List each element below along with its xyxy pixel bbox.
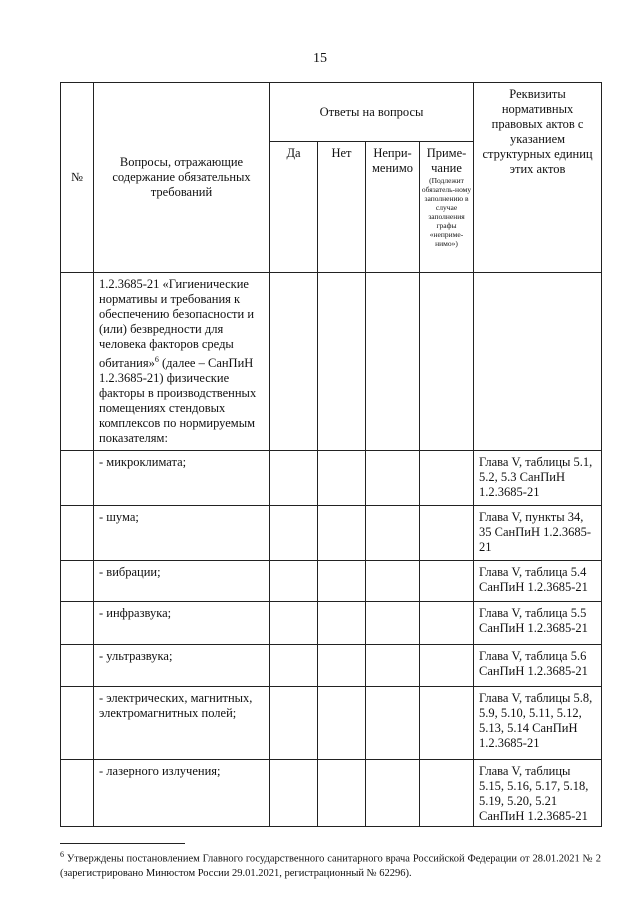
row-number-cell [61, 506, 94, 561]
footnote-ref: 6 [154, 355, 159, 364]
footnote [60, 848, 601, 881]
requisites-cell: Глава V, таблица 5.6 СанПиН 1.2.3685-21 [474, 645, 602, 687]
answer-no-cell[interactable] [318, 451, 366, 506]
answer-note-cell[interactable] [420, 451, 474, 506]
answer-no-cell[interactable] [318, 561, 366, 602]
footnote-divider [60, 843, 185, 844]
table-row [61, 273, 602, 451]
requisites-cell: Глава V, таблица 5.4 СанПиН 1.2.3685-21 [474, 561, 602, 602]
requisites-cell [474, 273, 602, 451]
header-yes: Да [270, 142, 318, 273]
answer-note-cell[interactable] [420, 687, 474, 760]
answer-no-cell[interactable] [318, 506, 366, 561]
answer-note-cell[interactable] [420, 273, 474, 451]
row-number-cell [61, 687, 94, 760]
header-questions: Вопросы, отражающие содержание обязательных требований [94, 83, 270, 273]
answer-note-cell[interactable] [420, 645, 474, 687]
header-requisites: Реквизиты нормативных правовых актов с указанием структурных единиц этих актов [474, 83, 602, 273]
requisites-cell: Глава V, таблицы 5.15, 5.16, 5.17, 5.18, 5.19, 5.20, 5.21 СанПиН 1.2.3685-21 [474, 760, 602, 827]
header-not-applicable: Непри-менимо [366, 142, 420, 273]
answer-no-cell[interactable] [318, 602, 366, 645]
answer-na-cell[interactable] [366, 602, 420, 645]
answer-note-cell[interactable] [420, 561, 474, 602]
answer-na-cell[interactable] [366, 451, 420, 506]
requisites-cell: Глава V, таблицы 5.1, 5.2, 5.3 СанПиН 1.2.3685-21 [474, 451, 602, 506]
answer-yes-cell[interactable] [270, 687, 318, 760]
question-cell: - микроклимата; [94, 451, 270, 506]
header-note-label: Приме-чание [426, 146, 467, 175]
answer-no-cell[interactable] [318, 645, 366, 687]
answer-note-cell[interactable] [420, 506, 474, 561]
answer-yes-cell[interactable] [270, 602, 318, 645]
row-number-cell [61, 645, 94, 687]
answer-na-cell[interactable] [366, 273, 420, 451]
answer-yes-cell[interactable] [270, 273, 318, 451]
answer-note-cell[interactable] [420, 760, 474, 827]
page-number: 15 [313, 51, 327, 66]
answer-na-cell[interactable] [366, 506, 420, 561]
answer-na-cell[interactable] [366, 687, 420, 760]
row-number-cell [61, 561, 94, 602]
answer-na-cell[interactable] [366, 645, 420, 687]
answer-no-cell[interactable] [318, 687, 366, 760]
table-row [61, 561, 602, 602]
row-number-cell [61, 451, 94, 506]
answer-no-cell[interactable] [318, 760, 366, 827]
table-row [61, 506, 602, 561]
answer-na-cell[interactable] [366, 561, 420, 602]
answer-yes-cell[interactable] [270, 645, 318, 687]
header-answers: Ответы на вопросы [270, 83, 474, 142]
footnote-text: Утверждены постановлением Главного государственного санитарного врача Российской Федерации от 28.01.2021 № 2 (зарегистрировано Минюстом России 29.01.2021, регистрационный № 62296). [60, 853, 601, 879]
row-number-cell [61, 760, 94, 827]
question-cell: - инфразвука; [94, 602, 270, 645]
question-cell: - лазерного излучения; [94, 760, 270, 827]
answer-no-cell[interactable] [318, 273, 366, 451]
header-note-hint: (Подлежит обязатель-ному заполнению в случае заполнения графы «неприме-нимо») [421, 176, 472, 248]
answer-note-cell[interactable] [420, 602, 474, 645]
question-cell: - вибрации; [94, 561, 270, 602]
answer-yes-cell[interactable] [270, 451, 318, 506]
answer-yes-cell[interactable] [270, 506, 318, 561]
requisites-cell: Глава V, таблица 5.5 СанПиН 1.2.3685-21 [474, 602, 602, 645]
requisites-cell: Глава V, таблицы 5.8, 5.9, 5.10, 5.11, 5.12, 5.13, 5.14 СанПиН 1.2.3685-21 [474, 687, 602, 760]
row-number-cell [61, 273, 94, 451]
question-cell: - электрических, магнитных, электромагнитных полей; [94, 687, 270, 760]
question-text: 1.2.3685-21 «Гигиенические нормативы и требования к обеспечению безопасности и (или) безвредности для человека факторов среды обитания» [99, 277, 255, 371]
requirements-table [60, 82, 602, 827]
table-row [61, 451, 602, 506]
question-cell [94, 273, 270, 451]
requisites-cell: Глава V, пункты 34, 35 СанПиН 1.2.3685-21 [474, 506, 602, 561]
question-cell: - шума; [94, 506, 270, 561]
header-number: № [61, 83, 94, 273]
question-text-continued: (далее – СанПиН 1.2.3685-21) физические факторы в производственных помещениях стендовых комплексов по нормируемым показателям: [99, 356, 257, 446]
answer-yes-cell[interactable] [270, 561, 318, 602]
row-number-cell [61, 602, 94, 645]
table-row [61, 687, 602, 760]
question-cell: - ультразвука; [94, 645, 270, 687]
footnote-marker: 6 [60, 850, 64, 859]
answer-yes-cell[interactable] [270, 760, 318, 827]
table-row [61, 760, 602, 827]
table-row [61, 645, 602, 687]
header-no: Нет [318, 142, 366, 273]
answer-na-cell[interactable] [366, 760, 420, 827]
header-note [420, 142, 474, 273]
table-row [61, 602, 602, 645]
